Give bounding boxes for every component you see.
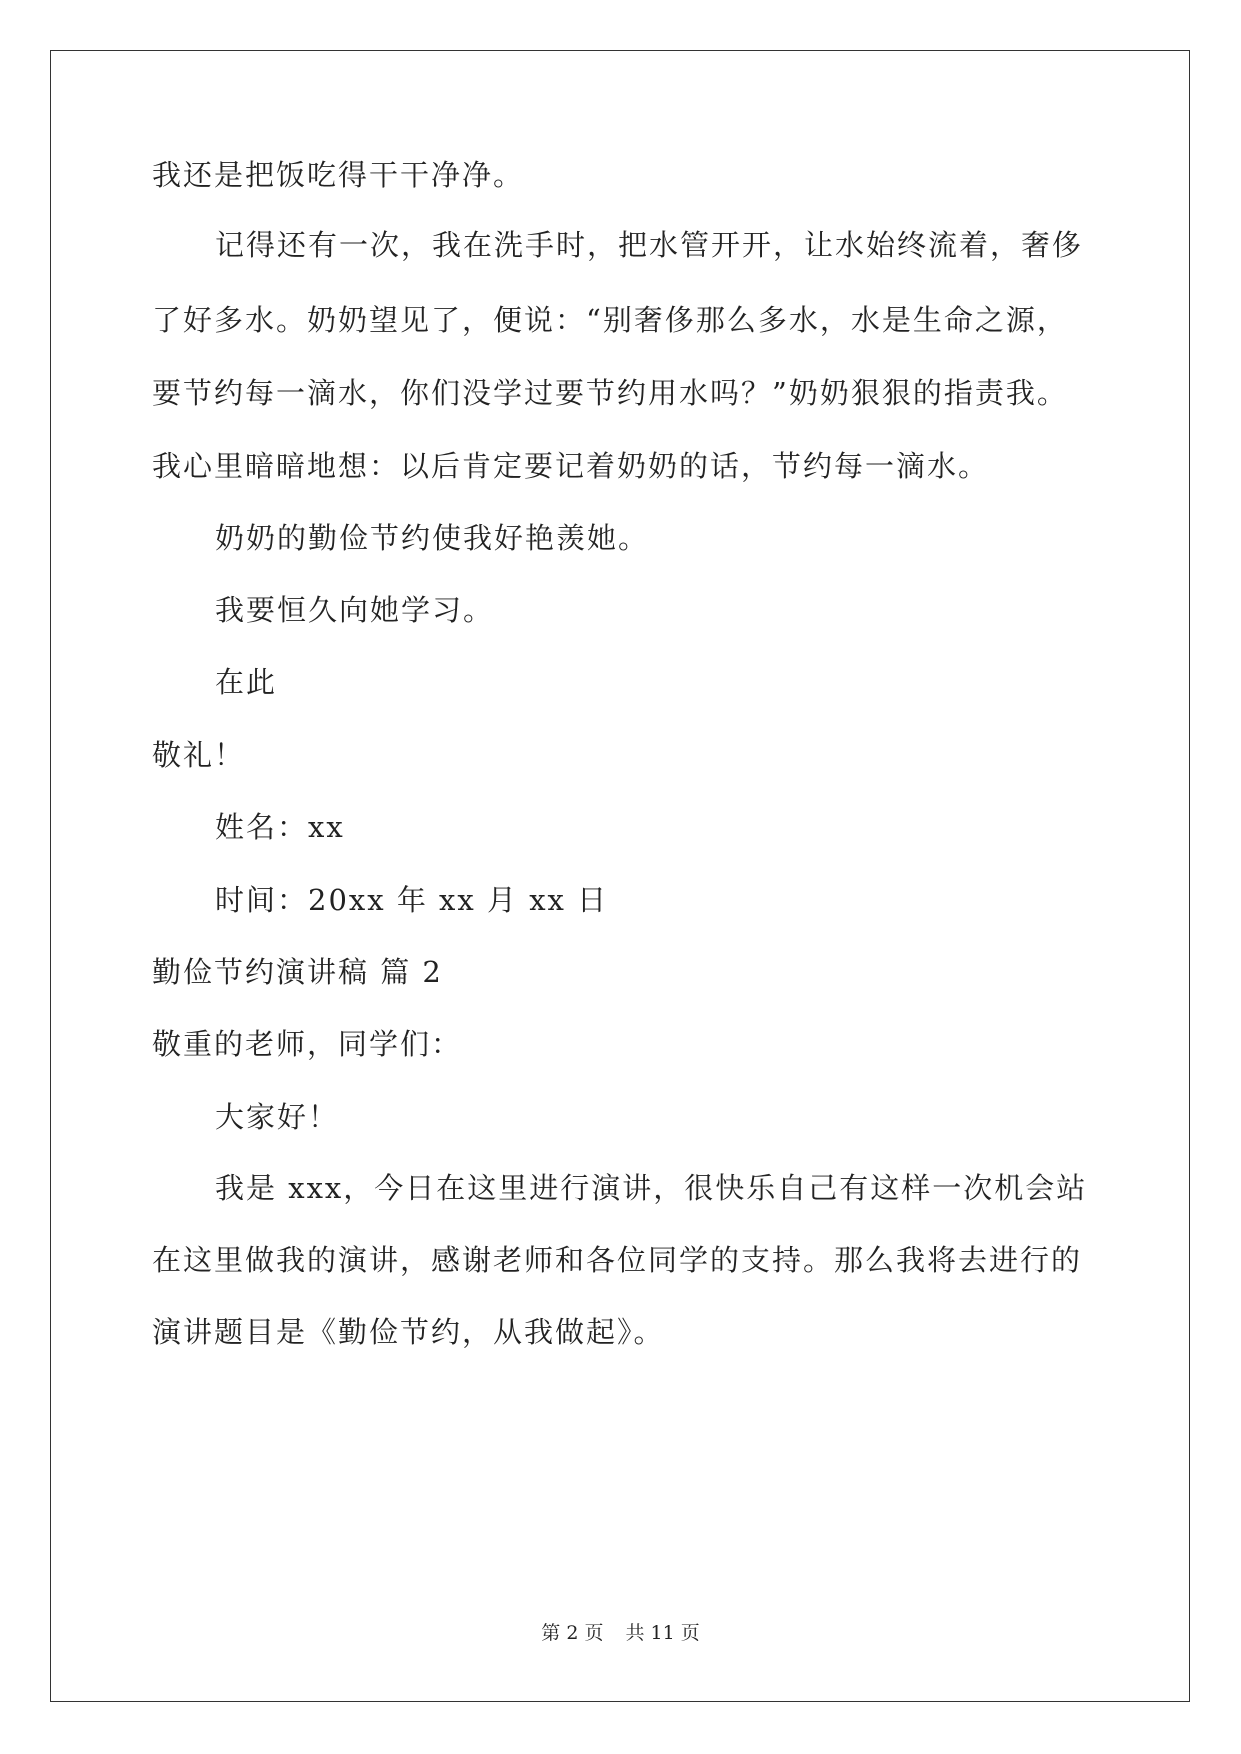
page-number: 第 2 页 — [541, 1622, 604, 1644]
paragraph-first-line: 奶奶的勤俭节约使我好艳羡她。 — [215, 521, 650, 555]
body-line: 了好多水。奶奶望见了，便说：“别奢侈那么多水，水是生命之源， — [152, 303, 1068, 337]
page-footer — [0, 1620, 1241, 1646]
paragraph-first-line: 我是 xxx，今日在这里进行演讲，很快乐自己有这样一次机会站 — [215, 1171, 1088, 1205]
section-heading: 勤俭节约演讲稿 篇 2 — [152, 955, 443, 989]
body-line: 我还是把饭吃得干干净净。 — [152, 158, 525, 192]
signature-name: 姓名：xx — [215, 810, 345, 844]
paragraph-first-line: 我要恒久向她学习。 — [215, 593, 495, 627]
paragraph-first-line: 大家好！ — [215, 1100, 340, 1134]
body-line: 我心里暗暗地想：以后肯定要记着奶奶的话，节约每一滴水。 — [152, 449, 990, 483]
paragraph-first-line: 记得还有一次，我在洗手时，把水管开开，让水始终流着，奢侈 — [215, 228, 1084, 262]
signature-date: 时间：20xx 年 xx 月 xx 日 — [215, 883, 609, 917]
closing-phrase: 在此 — [215, 665, 278, 699]
body-line: 在这里做我的演讲，感谢老师和各位同学的支持。那么我将去进行的 — [152, 1243, 1083, 1277]
greeting: 敬重的老师，同学们： — [152, 1027, 463, 1061]
page-frame — [50, 50, 1190, 1702]
page-total: 共 11 页 — [625, 1622, 700, 1644]
body-line: 要节约每一滴水，你们没学过要节约用水吗？”奶奶狠狠的指责我。 — [152, 376, 1068, 410]
salutation: 敬礼！ — [152, 738, 246, 772]
body-line: 演讲题目是《勤俭节约，从我做起》。 — [152, 1315, 665, 1349]
